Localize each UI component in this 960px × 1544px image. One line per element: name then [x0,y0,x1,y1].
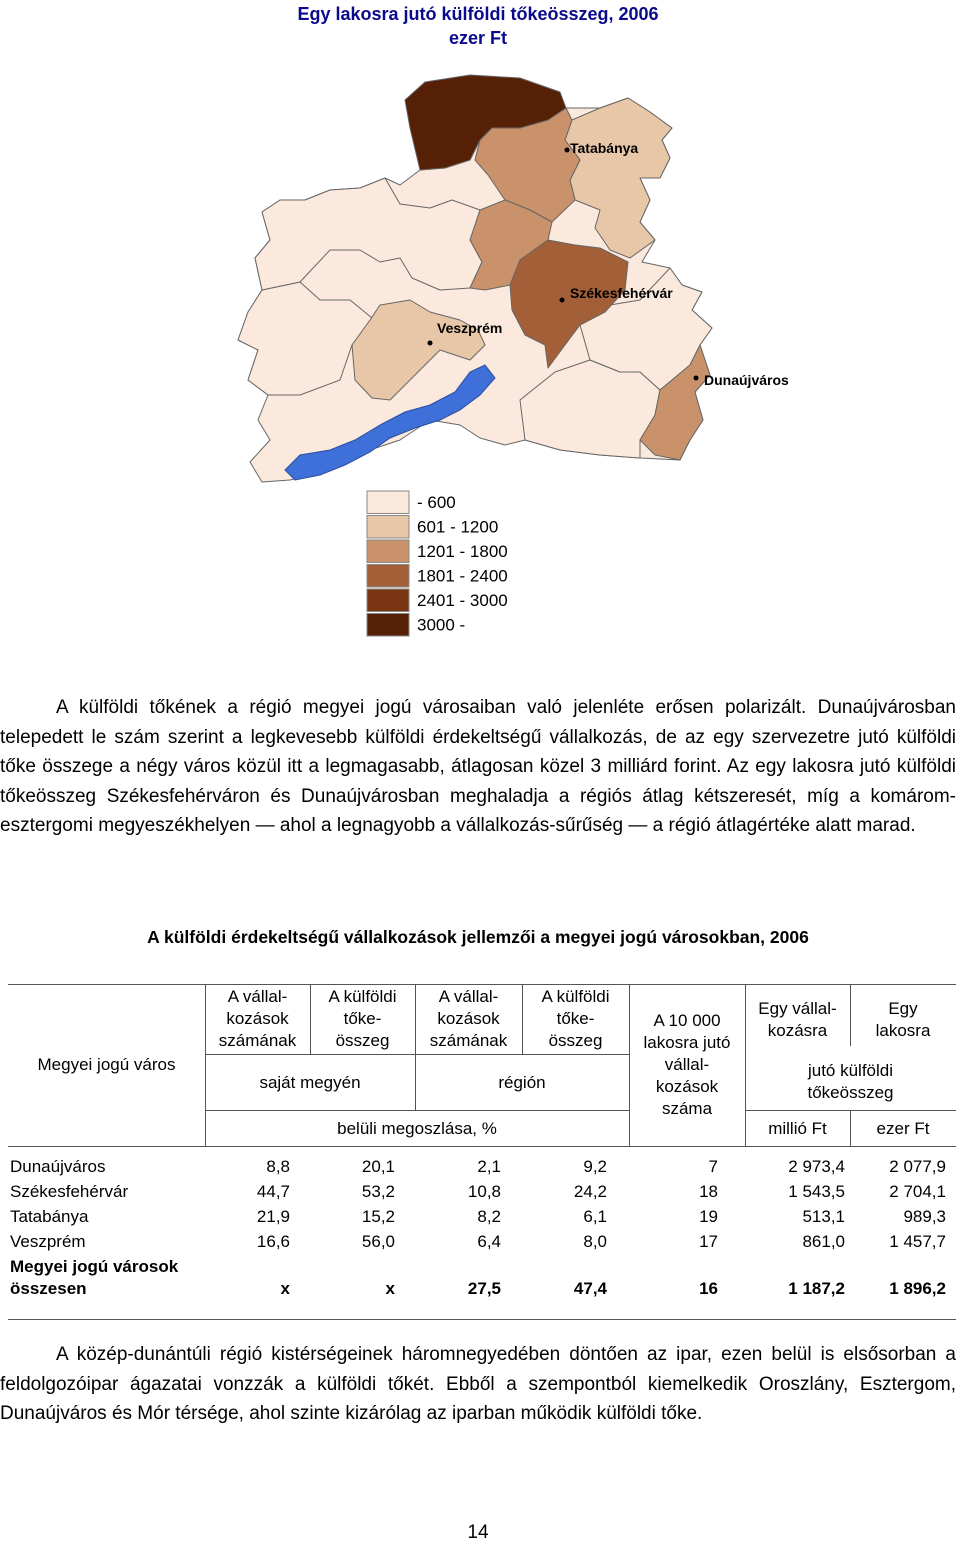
total-value: 16 [699,1279,718,1298]
row-value: 2,1 [477,1157,501,1176]
data-table [0,984,956,1304]
legend-swatch [367,589,409,612]
legend-label: 1201 - 1800 [417,542,508,561]
table-row [0,1179,956,1204]
header-col1: A vállal- kozások számának [218,987,297,1050]
legend-swatch [367,540,409,563]
row-city: Tatabánya [10,1207,89,1226]
legend-label: - 600 [417,493,456,512]
row-city: Dunaújváros [10,1157,106,1176]
paragraph-indent [0,697,56,718]
legend-swatch [367,614,409,637]
paragraph-indent [0,1344,56,1365]
row-value: 513,1 [802,1207,845,1226]
header-col5: A 10 000 lakosra jutó vállal- kozások száma [643,1011,731,1118]
table-top-rule [8,984,956,985]
row-value: 53,2 [361,1182,395,1201]
total-value: 1 187,2 [788,1279,845,1298]
row-value: 6,4 [477,1232,501,1251]
row-value: 861,0 [802,1232,845,1251]
table-title: A külföldi érdekeltségű vállalkozások jellemzői a megyei jogú városokban, 2006 [147,927,809,947]
city-label-tatabanya: Tatabánya [570,140,639,156]
table-row [0,1154,956,1179]
header-col7: Egy lakosra [875,999,931,1040]
header-region: régión [498,1073,546,1092]
row-city: Veszprém [10,1232,86,1251]
legend-swatch [367,565,409,588]
paragraph-text: A külföldi tőkének a régió megyei jogú városaiban való jelenléte erősen polarizált. Dunaújvárosban telepedett le szám szerint a legkevesebb külföldi érdekeltségű vállalkozás, de az egy szervezetre jutó külföldi tőke összege a négy város közül itt a legmagasabb, átlagosan közel 3 milliárd forint. Az egy lakosra jutó külföldi tőkeösszeg Székesfehérváron és Dunaújvárosban meghaladja a régiós átlag kétszeresét, míg a komárom-esztergomi megyeszékhelyen — ahol a legnagyobb a vállalkozás-sűrűség — a régió átlagértéke alatt marad. [0,697,956,836]
row-value: 2 077,9 [889,1157,946,1176]
header-own-county: saját megyén [259,1073,361,1092]
row-value: 56,0 [361,1232,395,1251]
row-value: 6,1 [583,1207,607,1226]
row-value: 8,2 [477,1207,501,1226]
city-dot-dunaujvaros [694,376,699,381]
header-unit6: millió Ft [768,1119,827,1138]
total-value: 1 896,2 [889,1279,946,1298]
row-value: 8,8 [266,1157,290,1176]
row-value: 2 704,1 [889,1182,946,1201]
row-city: Székesfehérvár [10,1182,129,1201]
row-value: 15,2 [361,1207,395,1226]
legend-label: 2401 - 3000 [417,591,508,610]
header-rule-lower [205,1110,629,1111]
row-value: 1 457,7 [889,1232,946,1251]
header-city: Megyei jogú város [37,1055,176,1074]
total-label-line2: összesen [10,1279,87,1298]
row-value: 24,2 [573,1182,607,1201]
header-unit7: ezer Ft [876,1119,930,1138]
row-value: 9,2 [583,1157,607,1176]
table-row [0,1229,956,1254]
row-value: 20,1 [361,1157,395,1176]
table-bottom-rule [8,1319,956,1320]
city-dot-veszprem [428,341,433,346]
header-col4: A külföldi tőke- összeg [541,987,610,1050]
paragraph-industry [0,1340,956,1429]
total-value: x [385,1279,395,1298]
map-title-line1: Egy lakosra jutó külföldi tőkeösszeg, 2006 [297,4,659,24]
city-dot-tatabanya [565,148,570,153]
map-title-unit: ezer Ft [448,28,508,48]
row-value: 44,7 [256,1182,290,1201]
map-regions [238,75,712,482]
city-dot-szekesfehervar [560,298,565,303]
row-value: 21,9 [256,1207,290,1226]
total-label-line1: Megyei jogú városok [10,1257,179,1276]
city-label-dunaujvaros: Dunaújváros [704,372,789,388]
row-value: 2 973,4 [788,1157,845,1176]
table-row-total-values [0,1276,956,1301]
legend-label: 1801 - 2400 [417,566,508,586]
header-col2: A külföldi tőke- összeg [328,987,397,1050]
row-value: 8,0 [583,1232,607,1251]
header-distribution: belüli megoszlása, % [337,1119,497,1138]
choropleth-map [0,0,960,660]
row-value: 18 [699,1182,718,1201]
header-col6: Egy vállal- kozásra [758,999,837,1040]
row-value: 989,3 [903,1207,946,1226]
row-value: 16,6 [256,1232,290,1251]
row-value: 1 543,5 [788,1182,845,1201]
map-legend [367,491,508,636]
total-value: 27,5 [467,1279,501,1298]
row-value: 10,8 [467,1182,501,1201]
paragraph-polarization [0,693,956,841]
header-foreign-capital: jutó külföldi tőkeösszeg [807,1061,894,1102]
row-value: 19 [699,1207,718,1226]
legend-swatch [367,516,409,539]
city-label-veszprem: Veszprém [437,320,503,336]
header-bottom-rule [8,1146,956,1147]
total-value: 47,4 [573,1279,607,1298]
header-col3: A vállal- kozások számának [429,987,508,1050]
row-value: 17 [699,1232,718,1251]
page-number: 14 [467,1522,489,1543]
row-value: 7 [708,1157,718,1176]
table-row [0,1204,956,1229]
city-label-szekesfehervar: Székesfehérvár [570,285,673,301]
paragraph-text: A közép-dunántúli régió kistérségeinek háromnegyedében döntően az ipar, ezen belül is elsősorban a feldolgozóipar ágazatai vonzzák a külföldi tőkét. Ebből a szempontból kiemelkedik Oroszlány, Esztergom, Dunaújváros és Mór térsége, ahol szinte kizárólag az iparban működik külföldi tőke. [0,1344,956,1424]
total-value: x [280,1279,290,1298]
legend-label: 601 - 1200 [417,517,499,537]
legend-swatch [367,491,409,514]
legend-label: 3000 - [417,615,466,635]
header-rule-mid [205,1054,629,1055]
